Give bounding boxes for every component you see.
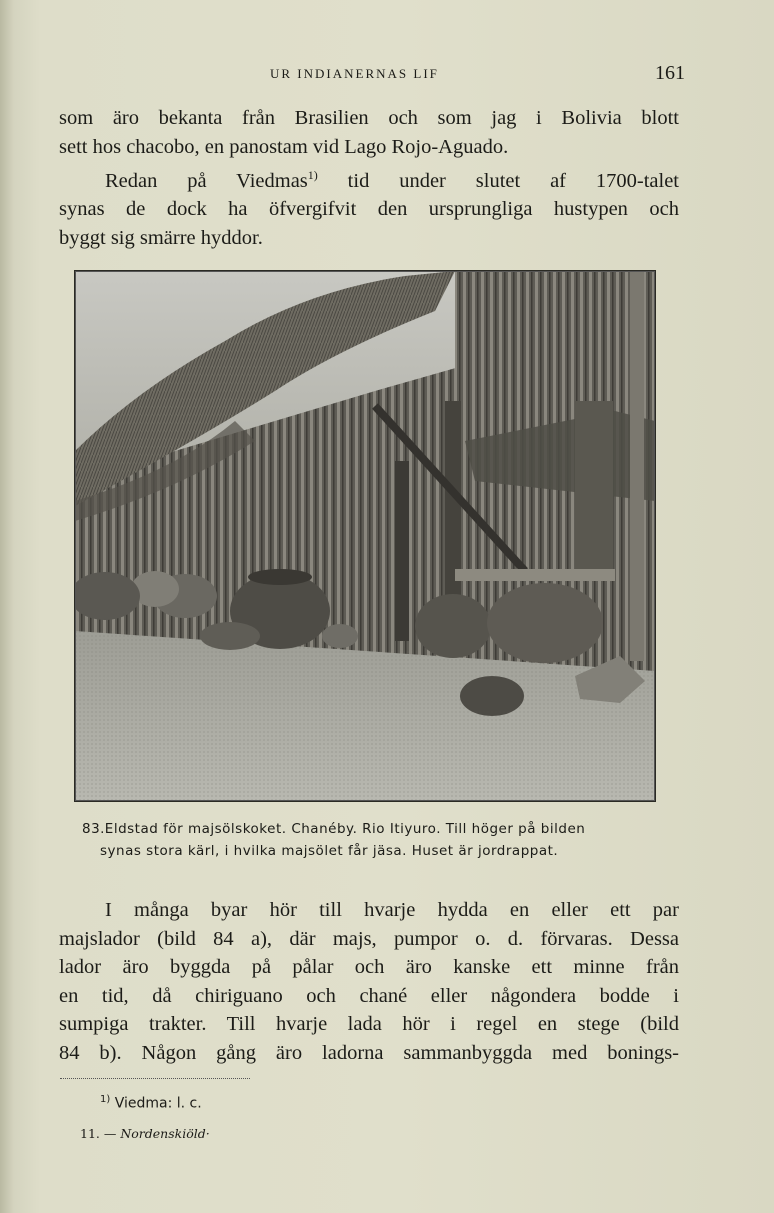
paragraph-1 (59, 104, 679, 252)
photo-cooking-hut (74, 270, 656, 802)
text-line: I många byar hör till hvarje hydda en eller ett par (105, 899, 679, 921)
sheet-signature (80, 1126, 210, 1141)
text-line: som äro bekanta från Brasilien och som jag i Bolivia blott (59, 107, 679, 129)
text-fragment: tid under slutet af 1700-talet (347, 169, 679, 192)
footnote-divider (60, 1078, 250, 1079)
signature-author: Nordenskiöld· (120, 1126, 210, 1141)
text-line: majslador (bild 84 a), där majs, pumpor o. d. förvaras. Dessa (59, 927, 679, 950)
text-line: sumpiga trakter. Till hvarje lada hör i regel en stege (bild (59, 1013, 679, 1035)
footnote-text: Viedma: l. c. (114, 1095, 202, 1112)
text-line: synas de dock ha öfvergifvit den ursprungliga hustypen och (59, 198, 679, 221)
text-line: en tid, då chiriguano och chané eller någondera bodde i (59, 984, 679, 1007)
figure-caption (82, 818, 682, 862)
text-line: 84 b). Någon gång äro ladorna sammanbyggda med bonings- (59, 1041, 679, 1064)
footnote (100, 1094, 202, 1112)
caption-line: synas stora kärl, i hvilka majsölet får jäsa. Huset är jordrappat. (100, 843, 559, 859)
page-spine-shadow (0, 0, 14, 1213)
text-fragment: Redan på Viedmas (105, 169, 308, 192)
figure-number: 83. (82, 821, 105, 837)
running-head: UR INDIANERNAS LIF (270, 66, 439, 81)
caption-text: Eldstad för majsölskoket. Chanéby. Rio Itiyuro. Till höger på bilden (104, 821, 586, 837)
sheet-number: 11. — (80, 1126, 117, 1141)
text-line: lador äro byggda på pålar och äro kanske ett minne från (59, 956, 679, 978)
page-header (60, 62, 685, 88)
footnote-marker: 1) (100, 1094, 111, 1105)
caption-line (82, 818, 682, 840)
text-line (59, 161, 679, 195)
photo-illustration (75, 271, 655, 801)
text-line: sett hos chacobo, en panostam vid Lago Rojo-Aguado. (59, 135, 509, 158)
paragraph-2 (59, 896, 679, 1067)
text-line: byggt sig smärre hyddor. (59, 226, 263, 249)
page-number: 161 (655, 62, 685, 84)
footnote-reference: 1) (307, 168, 318, 182)
